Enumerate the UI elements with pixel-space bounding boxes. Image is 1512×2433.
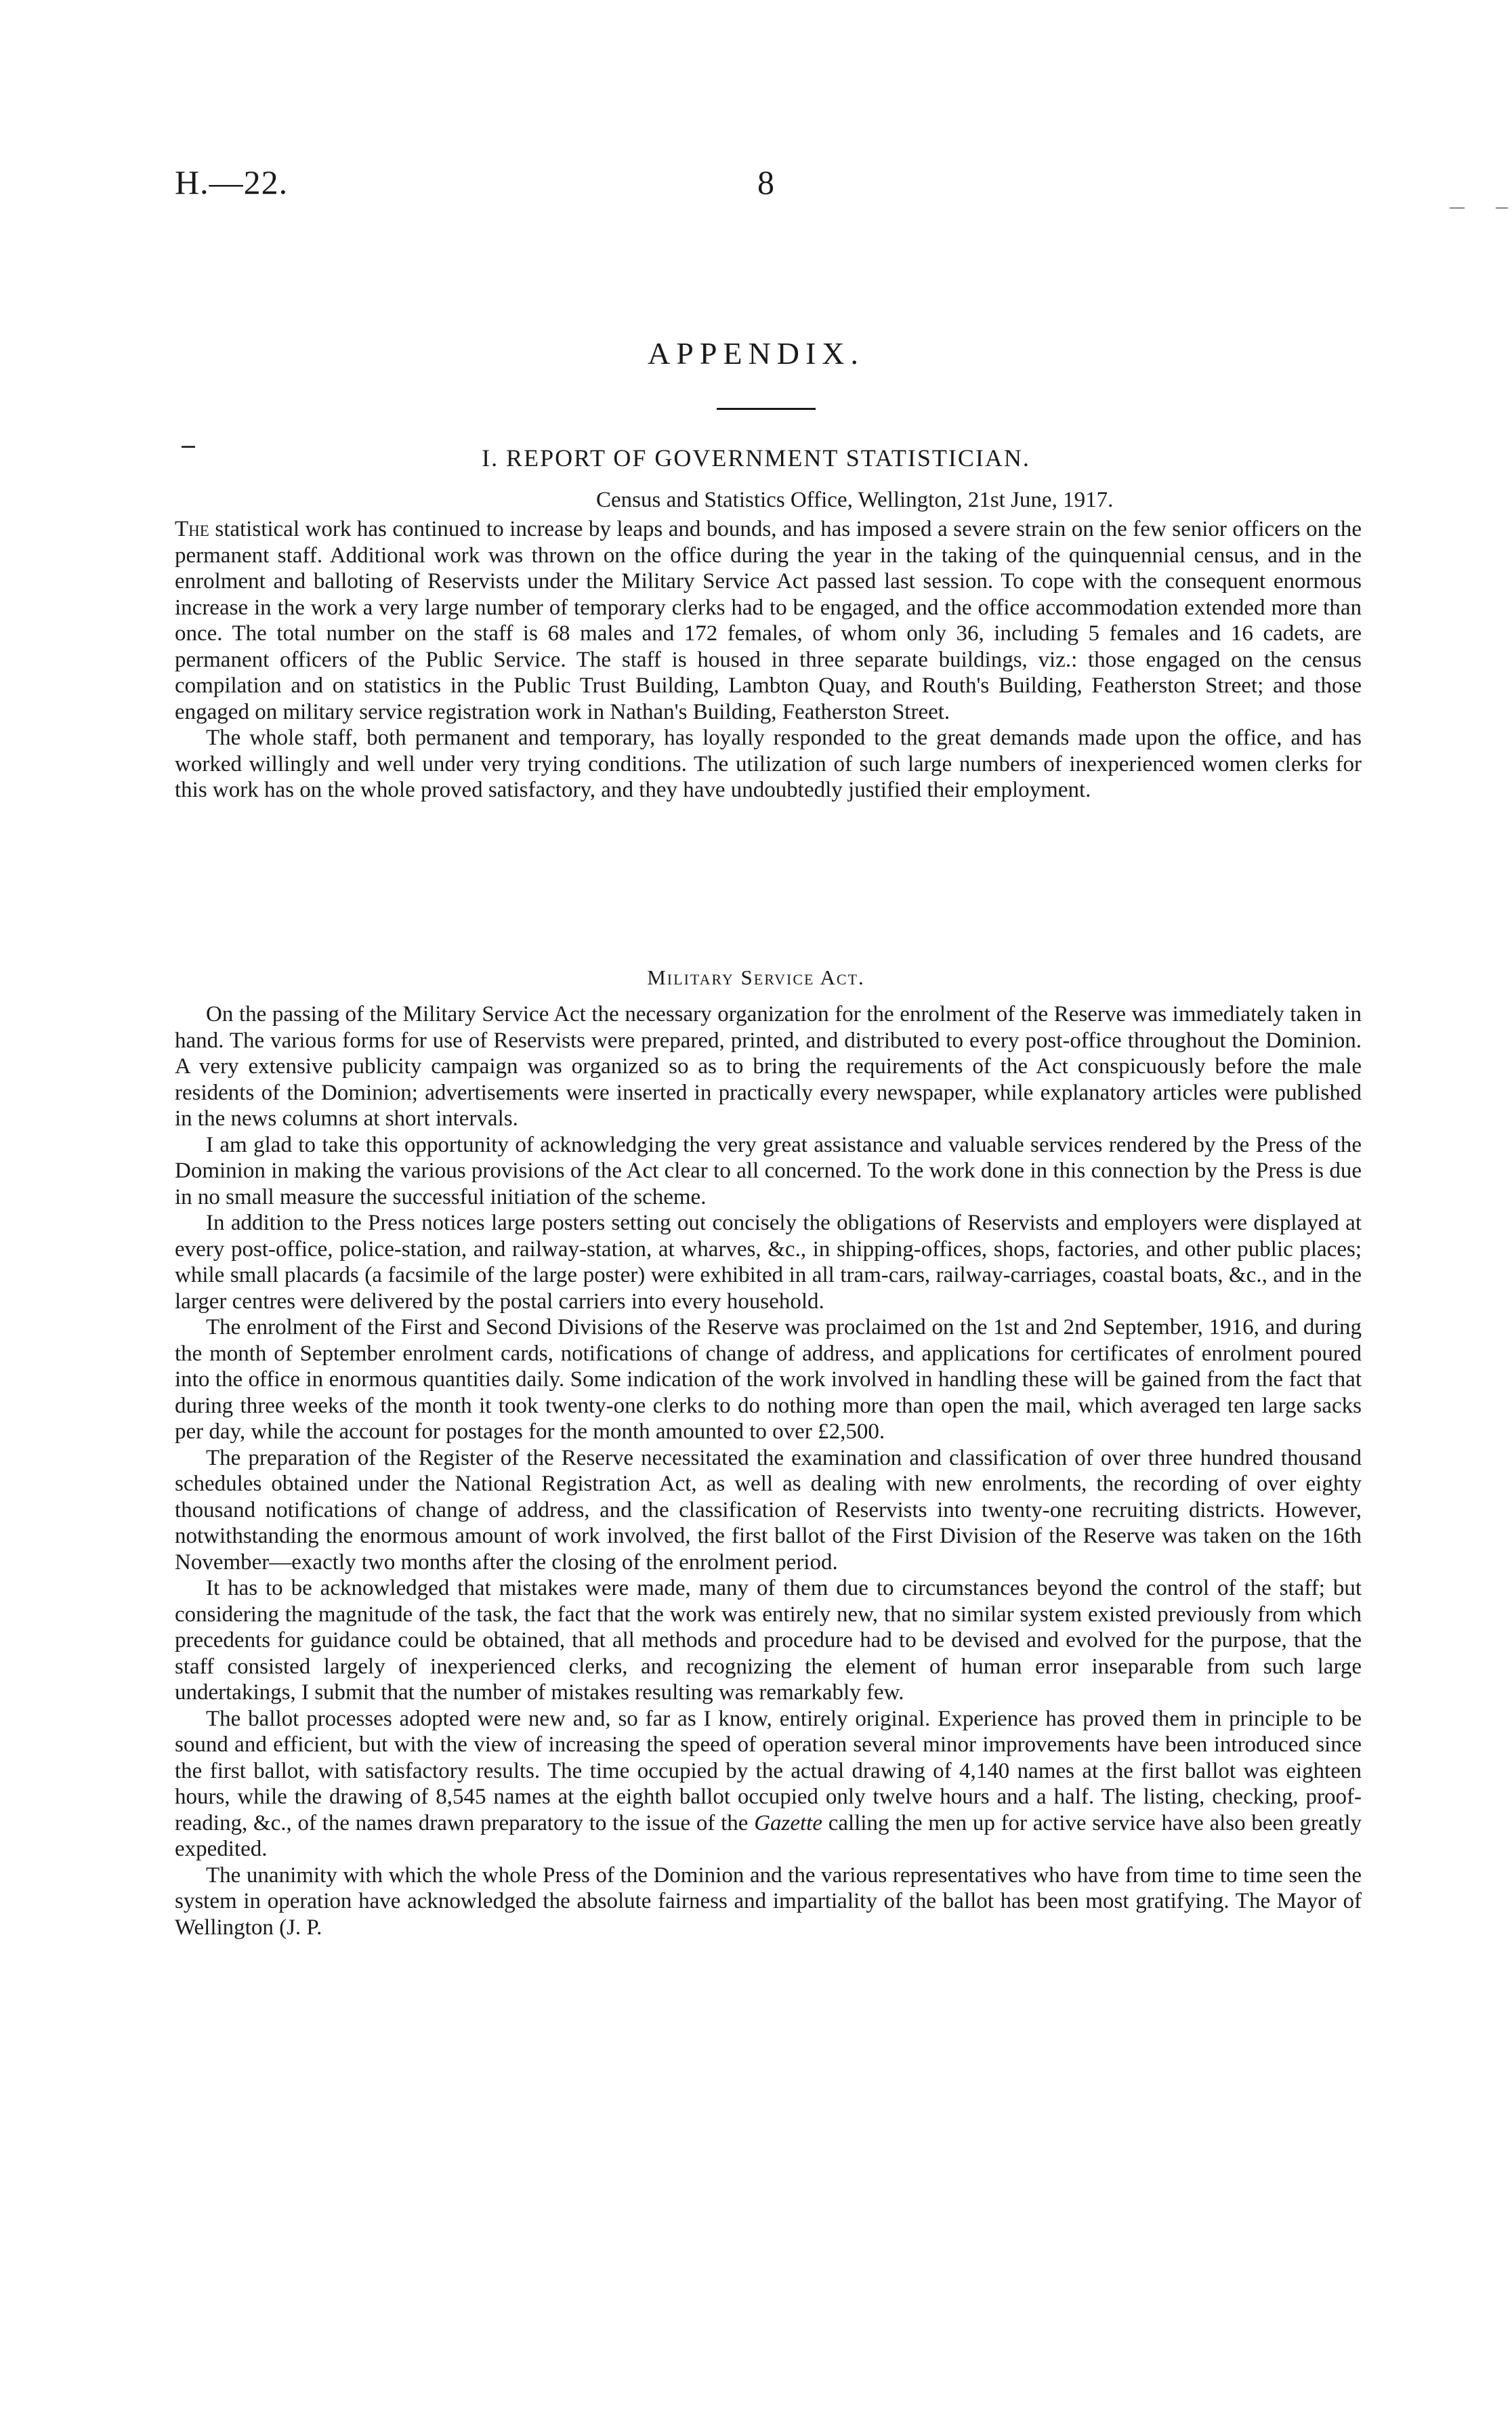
paragraph: The enrolment of the First and Second Divisions of the Reserve was proclaimed on the 1st and 2nd September, 1916, and during the month of September enrolment cards, notifications of change of address, and applications for certificates of enrolment poured into the office in enormous quantities daily. Some indication of the work involved in handling these will be gained from the fact that during three weeks of the month it took twenty-one clerks to do nothing more than open the mail, which averaged ten large sacks per day, while the account for postages for the month amounted to over £2,500. <box>175 1315 1362 1444</box>
dateline: Census and Statistics Office, Wellington, 21st June, 1917. <box>596 488 1114 512</box>
paragraph-text: calling the men up for active service have also been greatly expedited. <box>175 1810 1362 1861</box>
paragraph-text: The ballot processes adopted were new and, so far as I know, entirely original. Experience has proved them in principle to be sound and efficient, but with the view of increasing the speed of operation several minor improvements have been introduced since the first ballot, with satisfactory results. The time occupied by the actual drawing of 4,140 names at the first ballot was eighteen hours, while the drawing of 8,545 names at the eighth ballot occupied only twelve hours and a half. The listing, checking, proof-reading, &c., of the names drawn preparatory to the issue of the <box>175 1706 1362 1835</box>
margin-mark <box>1450 207 1465 209</box>
paragraph: On the passing of the Military Service Act the necessary organization for the enrolment of the Reserve was immediately taken in hand. The various forms for use of Reservists were prepared, printed, and distributed to every post-office throughout the Dominion. A very extensive publicity campaign was organized so as to bring the requirements of the Act conspicuously before the male residents of the Dominion; advertisements were inserted in practically every newspaper, while explanatory articles were published in the news columns at short intervals. <box>175 1002 1362 1131</box>
appendix-title: APPENDIX. <box>648 336 864 371</box>
paragraph: The unanimity with which the whole Press of the Dominion and the various representatives who have from time to time seen the system in operation have acknowledged the absolute fairness and impartiality of the ballot has been most gratifying. The Mayor of Wellington (J. P. <box>175 1863 1362 1940</box>
section-title: I. REPORT OF GOVERNMENT STATISTICIAN. <box>482 444 1030 472</box>
lead-word: The <box>175 517 209 541</box>
paragraph: In addition to the Press notices large posters setting out concisely the obligations of Reservists and employers were displayed at every post-office, police-station, and railway-station, at wharves, &c., in shipping-offices, shops, factories, and other public places; while small placards (a facsimile of the large poster) were exhibited in all tram-cars, railway-carriages, coastal boats, &c., and in the larger centres were delivered by the postal carriers into every household. <box>175 1211 1362 1314</box>
paragraph <box>175 516 1362 725</box>
paragraph: It has to be acknowledged that mistakes were made, many of them due to circumstances beyond the control of the staff; but considering the magnitude of the task, the fact that the work was entirely new, that no similar system existed previously from which precedents for guidance could be obtained, that all methods and procedure had to be devised and evolved for the purpose, that the staff consisted largely of inexperienced clerks, and recognizing the element of human error inseparable from such large undertakings, I submit that the number of mistakes resulting was remarkably few. <box>175 1576 1362 1705</box>
military-service-heading: Military Service Act. <box>647 965 865 989</box>
page-number: 8 <box>757 163 774 201</box>
margin-mark <box>1496 207 1508 209</box>
paragraph <box>175 1706 1362 1863</box>
paragraph: The whole staff, both permanent and temporary, has loyally responded to the great demands made upon the office, and has worked willingly and well under very trying conditions. The utilization of such large numbers of inexperienced women clerks for this work has on the whole proved satisfactory, and they have undoubtedly justified their employment. <box>175 726 1362 802</box>
paragraph-text: statistical work has continued to increase by leaps and bounds, and has imposed a severe strain on the few senior officers on the permanent staff. Additional work was thrown on the office during the year in the taking of the quinquennial census, and in the enrolment and balloting of Reservists under the Military Service Act passed last session. To cope with the consequent enormous increase in the work a very large number of temporary clerks had to be engaged, and the office accommodation extended more than once. The total number on the staff is 68 males and 172 females, of whom only 36, including 5 females and 16 cadets, are permanent officers of the Public Service. The staff is housed in three separate buildings, viz.: those engaged on the census compilation and on statistics in the Public Trust Building, Lambton Quay, and Routh's Building, Featherston Street; and those engaged on military service registration work in Nathan's Building, Featherston Street. <box>175 517 1362 724</box>
document-reference: H.—22. <box>175 163 289 201</box>
gazette-title: Gazette <box>754 1810 822 1835</box>
intro-text <box>175 516 1362 804</box>
title-divider <box>717 408 816 410</box>
paragraph: The preparation of the Register of the Reserve necessitated the examination and classification of over three hundred thousand schedules obtained under the National Registration Act, as well as dealing with new enrolments, the recording of over eighty thousand notifications of change of address, and the classification of Reservists into twenty-one recruiting districts. However, notwithstanding the enormous amount of work involved, the first ballot of the First Division of the Reserve was taken on the 16th November—exactly two months after the closing of the enrolment period. <box>175 1445 1362 1575</box>
paragraph: I am glad to take this opportunity of acknowledging the very great assistance and valuable services rendered by the Press of the Dominion in making the various provisions of the Act clear to all concerned. To the work done in this connection by the Press is due in no small measure the successful initiation of the scheme. <box>175 1132 1362 1209</box>
military-service-text <box>175 1001 1362 1940</box>
